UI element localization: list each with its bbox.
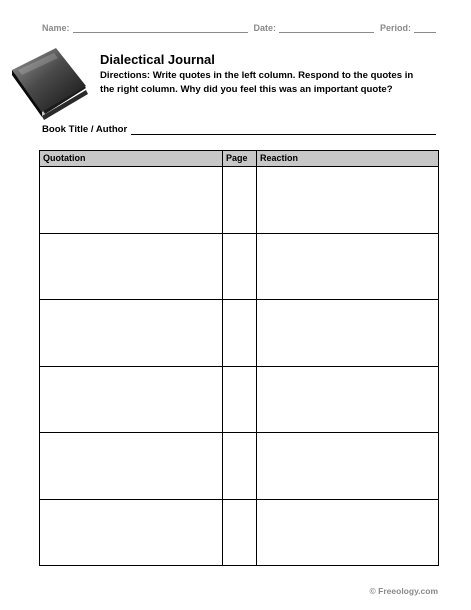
copyright-footer: © Freeology.com — [369, 586, 438, 596]
book-title-field — [42, 124, 436, 135]
book-title-label: Book Title / Author — [42, 124, 128, 135]
column-divider — [222, 151, 223, 565]
table-row[interactable] — [40, 499, 438, 567]
table-row[interactable] — [40, 299, 438, 367]
column-header-quotation: Quotation — [43, 153, 86, 163]
name-blank[interactable] — [73, 22, 248, 33]
directions-text: Directions: Write quotes in the left column. Respond to the quotes in the right column. Why did you feel this was an important quote? — [100, 70, 414, 95]
column-header-page: Page — [226, 153, 248, 163]
column-divider — [256, 151, 257, 565]
period-blank[interactable] — [414, 22, 436, 33]
table-row[interactable] — [40, 233, 438, 301]
date-blank[interactable] — [279, 22, 374, 33]
table-row[interactable] — [40, 432, 438, 500]
book-title-blank[interactable] — [131, 124, 436, 135]
period-field — [380, 22, 436, 33]
table-header — [40, 151, 438, 167]
date-field — [254, 22, 381, 33]
period-label: Period: — [380, 23, 412, 33]
table-body — [40, 166, 438, 565]
column-header-reaction: Reaction — [260, 153, 299, 163]
table-row[interactable] — [40, 366, 438, 434]
table-row[interactable] — [40, 166, 438, 233]
date-label: Date: — [253, 23, 277, 33]
journal-table — [39, 150, 439, 566]
student-info-line — [42, 22, 433, 33]
name-label: Name: — [42, 23, 70, 33]
name-field — [42, 22, 254, 33]
page-title: Dialectical Journal — [100, 52, 215, 67]
book-icon — [8, 44, 92, 124]
